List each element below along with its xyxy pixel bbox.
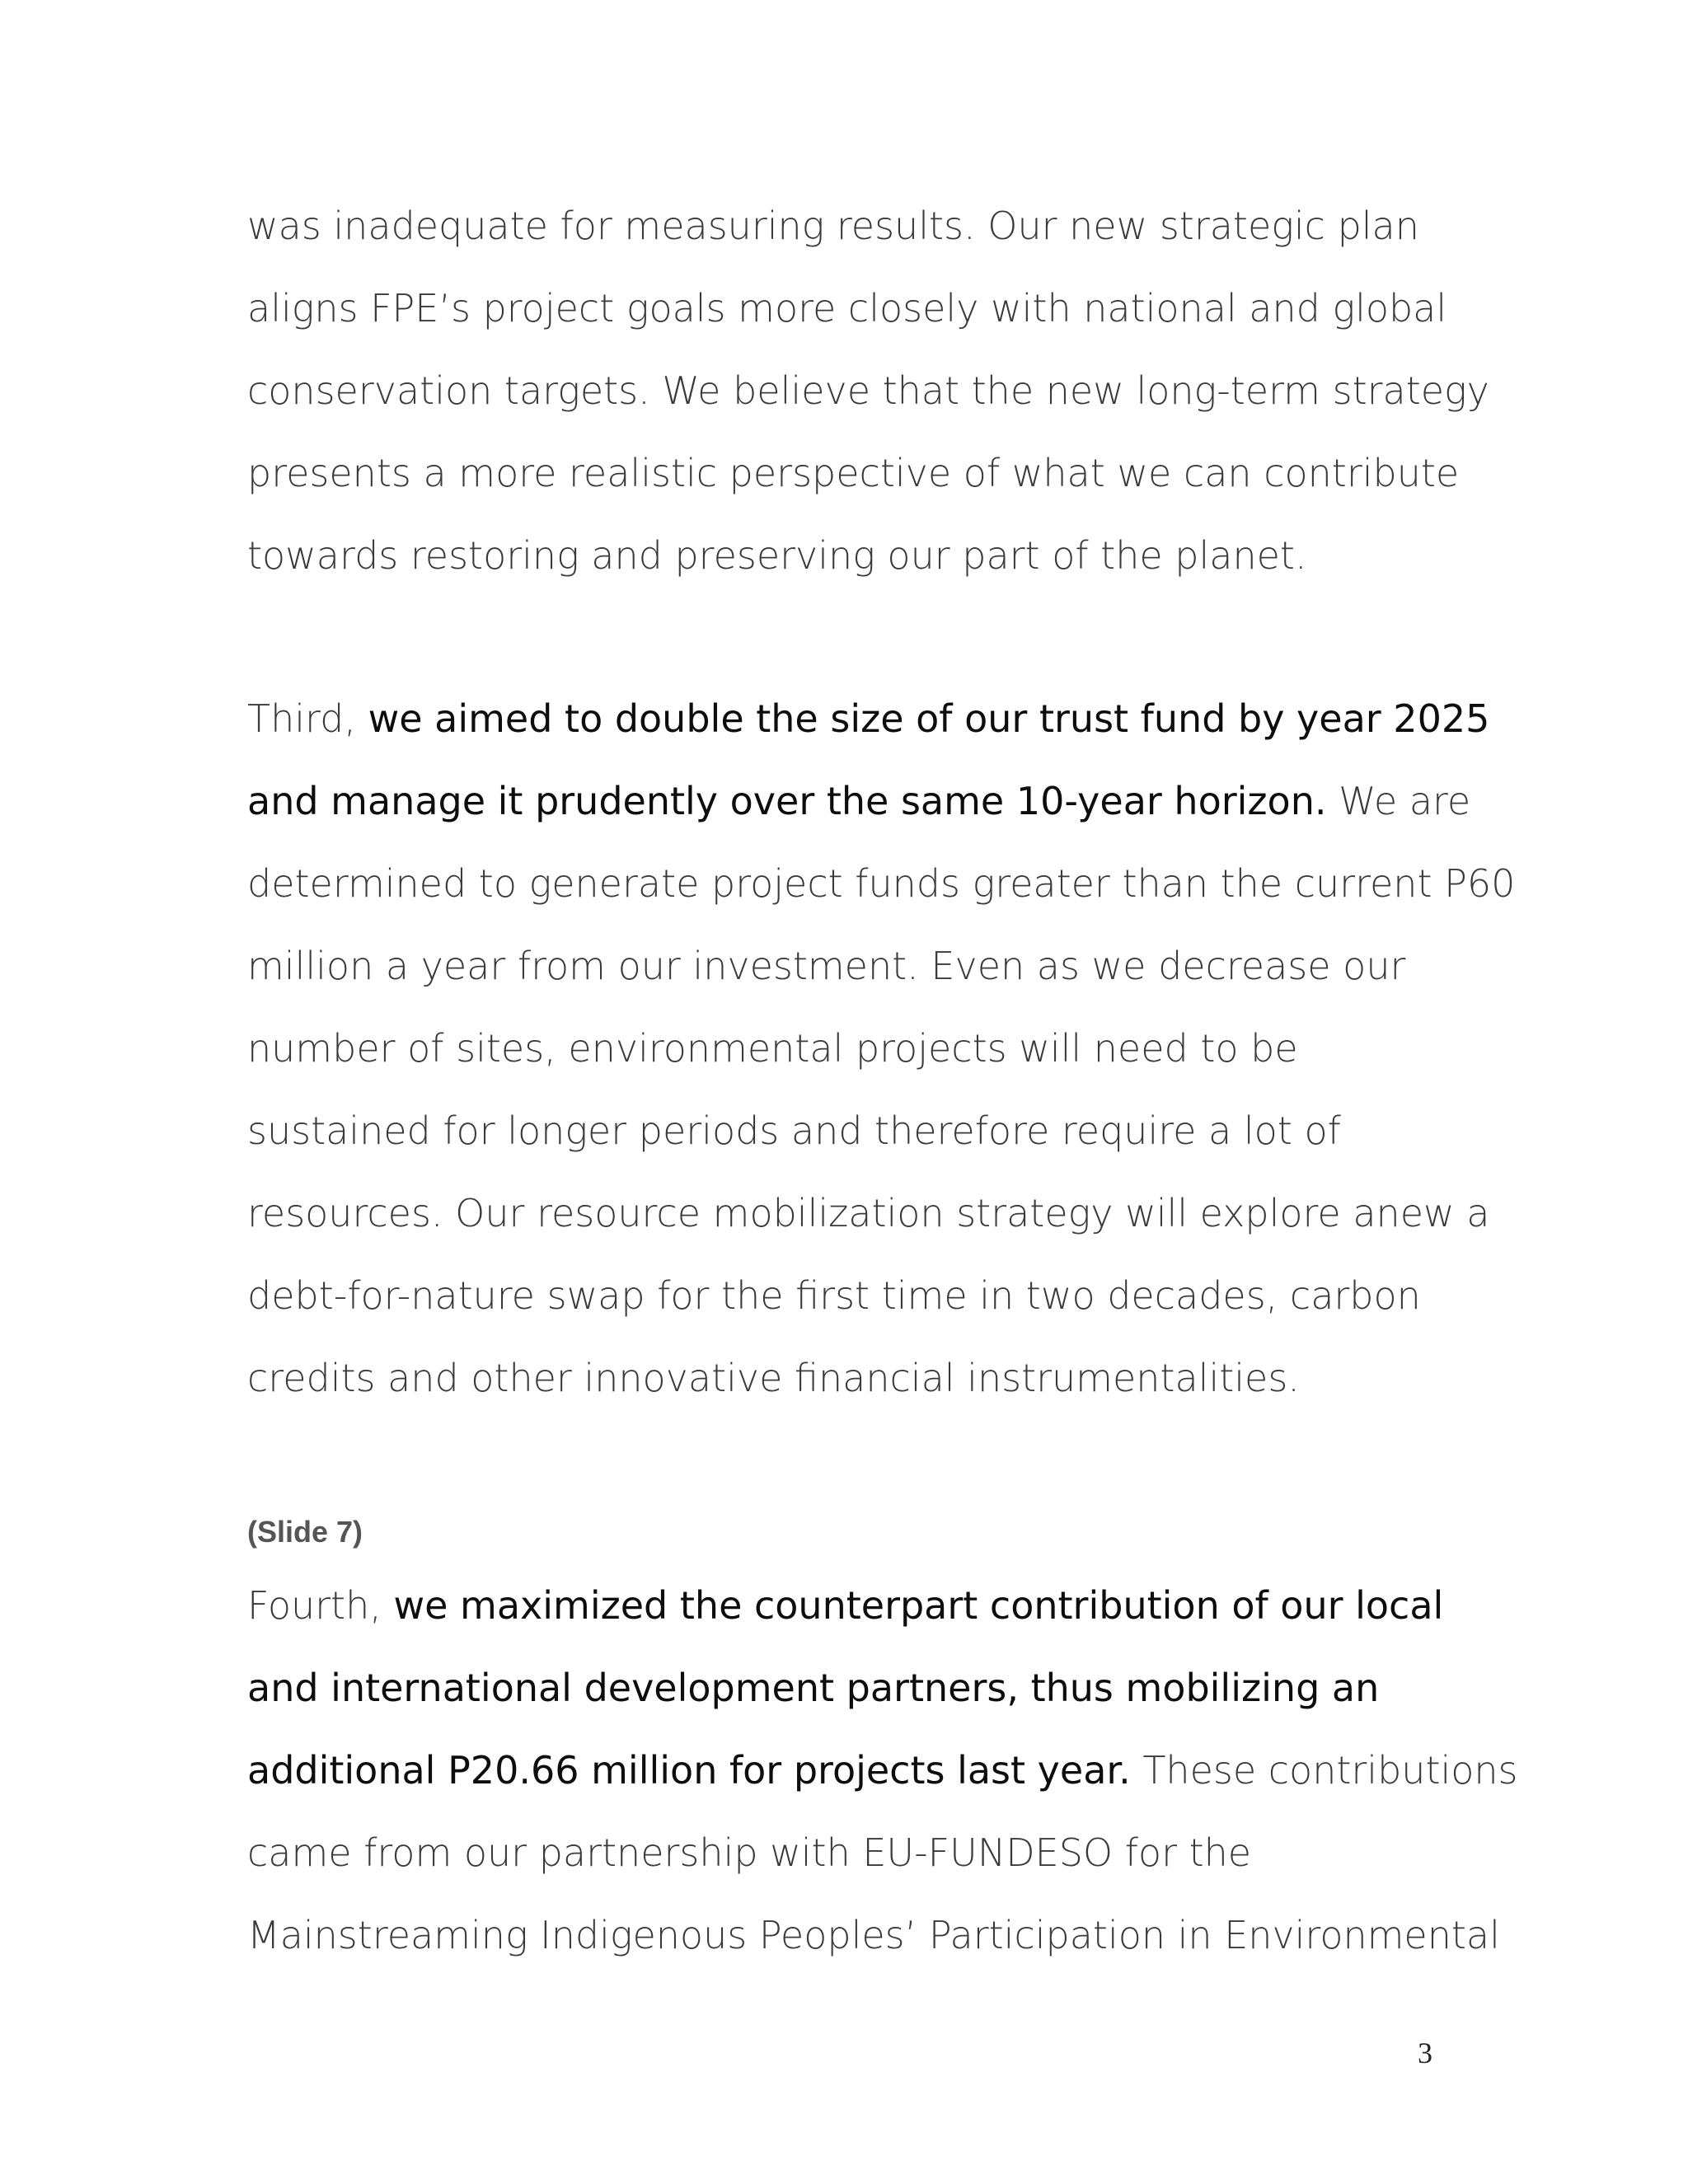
paragraph-line: towards restoring and preserving our part of the planet.	[247, 533, 1307, 578]
paragraph-strategic-plan	[247, 185, 1489, 597]
paragraph-line	[247, 1729, 1518, 1811]
highlighted-text: we aimed to double the size of our trust fund by year 2025	[368, 696, 1490, 741]
lead-in-text: Third,	[247, 696, 368, 741]
paragraph-line: was inadequate for measuring results. Our new strategic plan	[247, 204, 1419, 248]
paragraph-line	[247, 1564, 1451, 1647]
paragraph-line: credits and other innovative financial instrumentalities.	[247, 1356, 1300, 1400]
plain-text: These contributions	[1130, 1748, 1518, 1793]
paragraph-line: number of sites, environmental projects will need to be	[247, 1026, 1298, 1071]
paragraph-line: resources. Our resource mobilization strategy will explore anew a	[247, 1191, 1490, 1235]
paragraph-line: presents a more realistic perspective of what we can contribute	[247, 451, 1460, 495]
lead-in-text: Fourth,	[247, 1583, 394, 1628]
highlighted-text: we maximized the counterpart contribution of our local	[393, 1583, 1444, 1628]
paragraph-line: sustained for longer periods and therefore require a lot of	[247, 1108, 1341, 1153]
plain-text: We are	[1326, 779, 1471, 823]
paragraph-line: aligns FPE’s project goals more closely with national and global	[247, 286, 1447, 330]
paragraph-line	[247, 760, 1471, 842]
paragraph-line: debt-for-nature swap for the first time in two decades, carbon	[247, 1273, 1421, 1318]
paragraph-line: Mainstreaming Indigenous Peoples’ Participation in Environmental	[247, 1913, 1500, 1957]
slide-label: (Slide 7)	[247, 1515, 363, 1549]
page-number: 3	[1418, 2036, 1432, 2069]
paragraph-line: determined to generate project funds greater than the current P60	[247, 861, 1516, 906]
paragraph-line	[247, 677, 1490, 760]
paragraph-line: and international development partners, thus mobilizing an	[247, 1666, 1380, 1710]
highlighted-text: additional P20.66 million for projects last year.	[247, 1748, 1131, 1793]
paragraph-trust-fund	[247, 677, 1516, 1419]
paragraph-line: came from our partnership with EU-FUNDESO for the	[247, 1830, 1252, 1875]
highlighted-text: and manage it prudently over the same 10-year horizon.	[247, 779, 1327, 823]
paragraph-line: conservation targets. We believe that the new long-term strategy	[247, 368, 1489, 413]
paragraph-line: million a year from our investment. Even as we decrease our	[247, 944, 1406, 988]
paragraph-counterpart-contribution	[247, 1564, 1518, 1976]
